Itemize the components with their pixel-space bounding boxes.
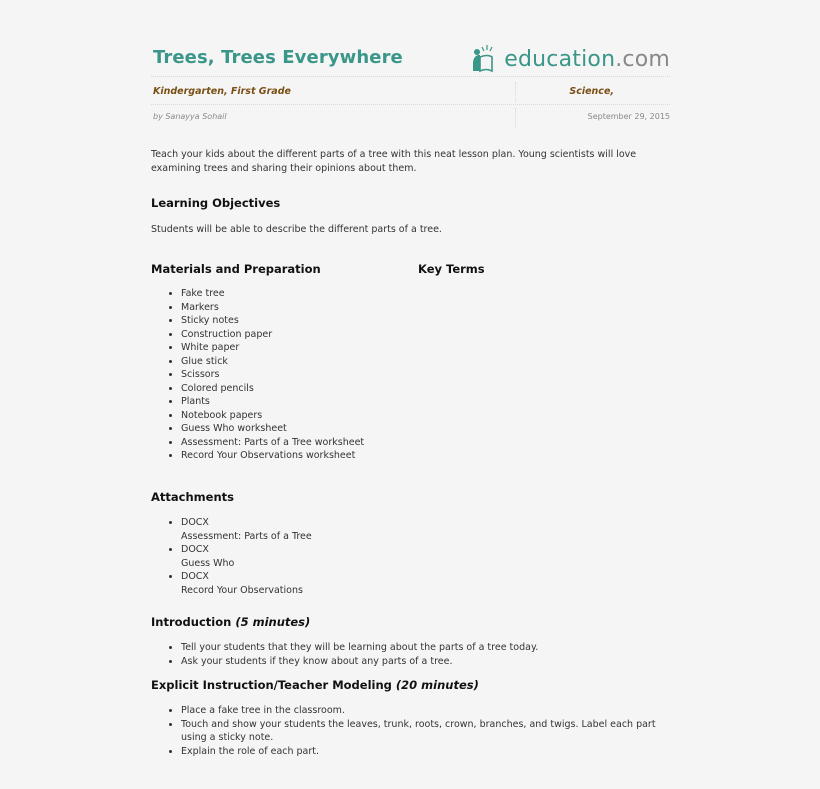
list-item: • Scissors [181, 368, 364, 382]
page-title: Trees, Trees Everywhere [153, 47, 403, 68]
list-item: • Plants [181, 395, 364, 409]
list-item: • Markers [181, 301, 364, 315]
key-terms-heading: Key Terms [418, 262, 485, 276]
attachment-item[interactable] [181, 516, 312, 543]
logo-suffix: .com [615, 46, 670, 72]
list-item: • Glue stick [181, 355, 364, 369]
list-item: • Tell your students that they will be learning about the parts of a tree today. [181, 641, 538, 655]
attachments-list [151, 516, 312, 597]
attachment-link[interactable]: Record Your Observations [181, 584, 303, 596]
attachment-link[interactable]: Guess Who [181, 557, 235, 569]
learning-objectives-text: Students will be able to describe the different parts of a tree. [151, 224, 442, 235]
list-item: • Construction paper [181, 328, 364, 342]
list-item: • Place a fake tree in the classroom. [181, 704, 681, 718]
logo-wordmark: education [504, 46, 616, 72]
grade-level: Kindergarten, First Grade [153, 86, 291, 97]
learning-objectives-heading: Learning Objectives [151, 196, 281, 210]
materials-heading: Materials and Preparation [151, 262, 321, 276]
document-header [151, 42, 670, 77]
list-item: • Explain the role of each part. [181, 745, 681, 751]
duration: (20 minutes) [395, 678, 479, 692]
explicit-instruction-heading: Explicit Instruction/Teacher Modeling (20 minutes) [151, 678, 479, 692]
reading-person-icon [470, 45, 504, 73]
author: by Sanayya Sohail [153, 112, 227, 121]
column-divider [515, 82, 516, 102]
attachment-type: • DOCX [181, 544, 209, 555]
attachment-item[interactable] [181, 543, 312, 570]
materials-list [151, 287, 364, 463]
introduction-heading: Introduction (5 minutes) [151, 615, 311, 629]
duration: (5 minutes) [235, 615, 311, 629]
list-item: • Fake tree [181, 287, 364, 301]
list-item: • Ask your students if they know about any parts of a tree. [181, 655, 538, 669]
list-item: • Assessment: Parts of a Tree worksheet [181, 436, 364, 450]
attachment-type: • DOCX [181, 517, 209, 528]
subject: Science, [569, 86, 614, 97]
attachments-heading: Attachments [151, 490, 234, 504]
author-date-row [151, 106, 670, 130]
list-item: • White paper [181, 341, 364, 355]
grade-subject-row [151, 80, 670, 105]
intro-paragraph: Teach your kids about the different parts of a tree with this neat lesson plan. Young scientists will love examining trees and sharing their opinions about them. [151, 149, 637, 174]
list-item: • Guess Who worksheet [181, 422, 364, 436]
list-item: • Sticky notes [181, 314, 364, 328]
attachment-item[interactable] [181, 570, 312, 597]
publish-date: September 29, 2015 [587, 112, 670, 121]
education-com-logo[interactable] [470, 44, 670, 74]
attachment-type: • DOCX [181, 571, 209, 582]
list-item: • Record Your Observations worksheet [181, 449, 364, 463]
column-divider [515, 108, 516, 128]
list-item: • Touch and show your students the leaves, trunk, roots, crown, branches, and twigs. Label each part using a sticky note. [181, 718, 681, 745]
list-item: • Notebook papers [181, 409, 364, 423]
explicit-instruction-list [151, 704, 681, 757]
list-item: • Colored pencils [181, 382, 364, 396]
attachment-link[interactable]: Assessment: Parts of a Tree [181, 530, 312, 542]
introduction-list [151, 641, 538, 668]
